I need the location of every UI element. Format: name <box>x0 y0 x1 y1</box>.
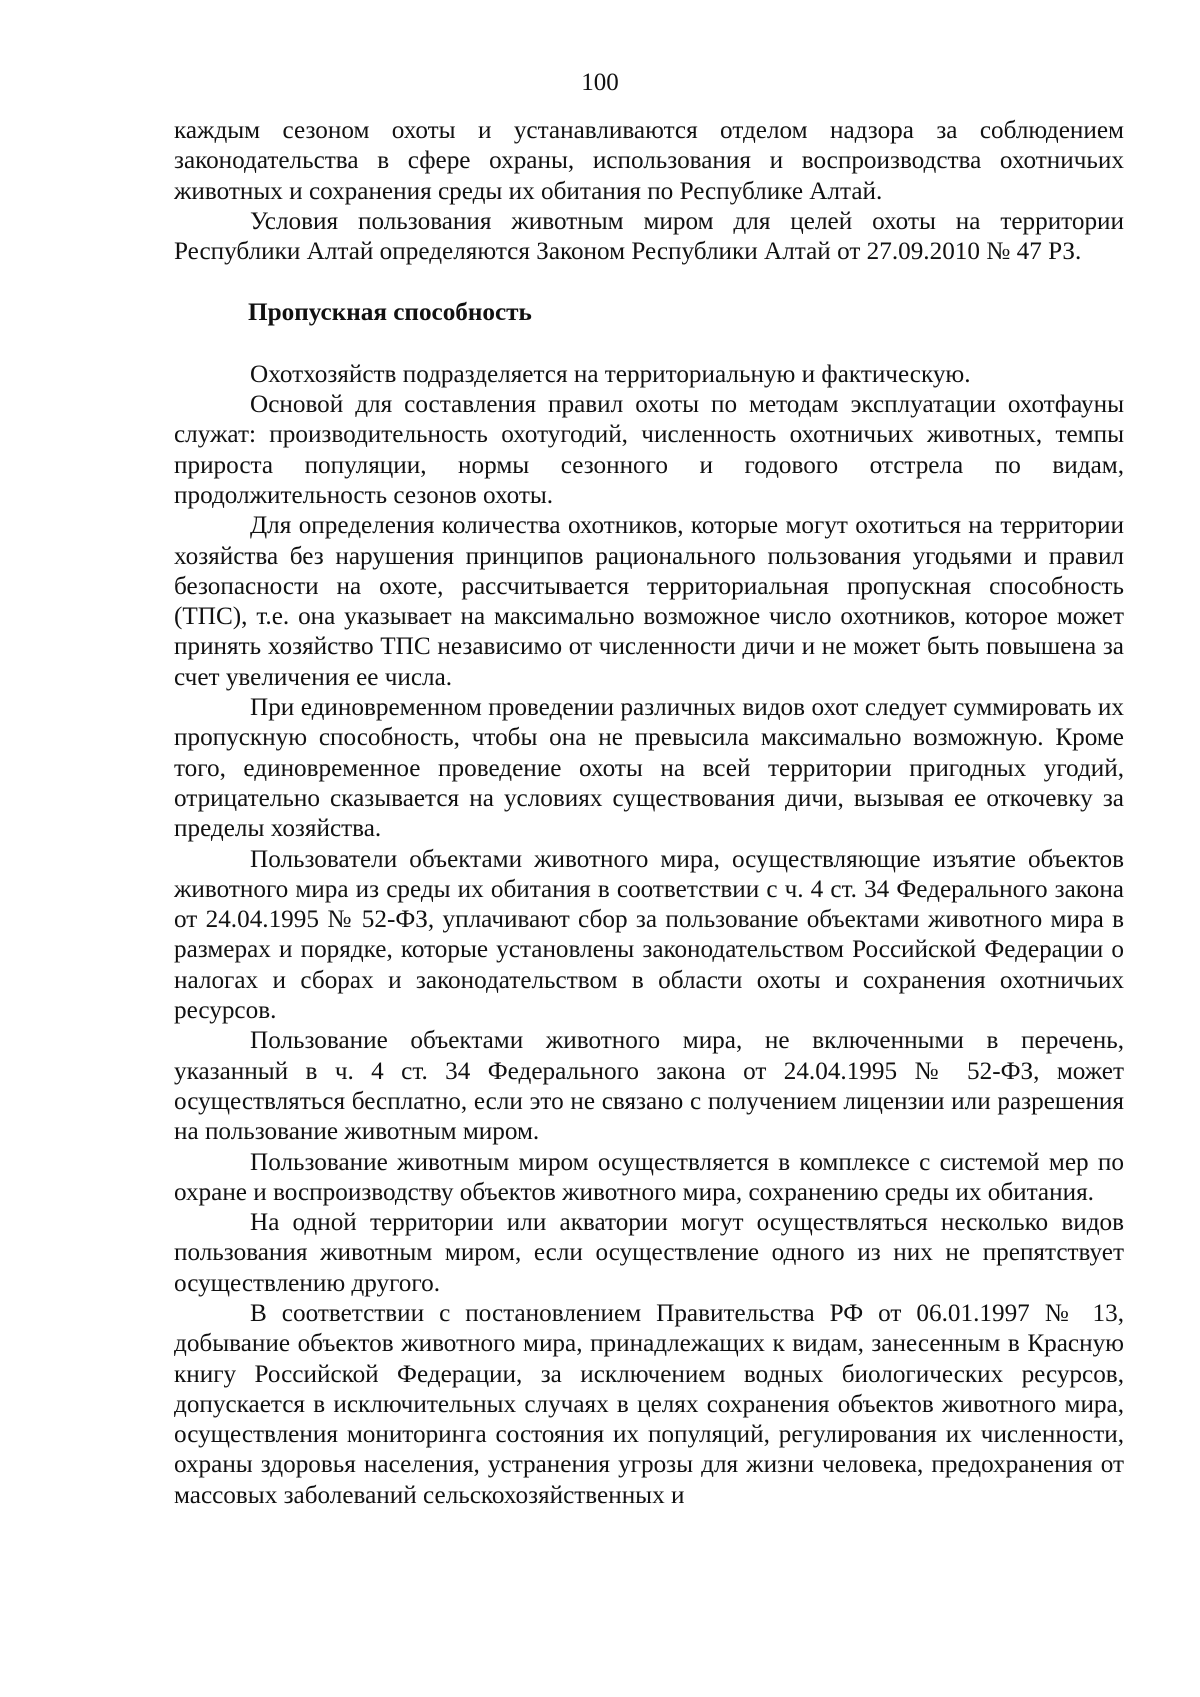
section-heading: Пропускная способность <box>248 299 532 327</box>
paragraph: В соответствии с постановлением Правительства РФ от 06.01.1997 № 13, добывание объектов животного мира, принадлежащих к видам, занесенным в Красную книгу Российской Федерации, за исключением водных биологических ресурсов, допускается в исключительных случаях в целях сохранения объектов животного мира, осуществления мониторинга состояния их популяций, регулирования их численности, охраны здоровья населения, устранения угрозы для жизни человека, предохранения от массовых заболеваний сельскохозяйственных и <box>174 1299 1124 1509</box>
paragraph-continued: каждым сезоном охоты и устанавливаются отделом надзора за соблюдением законодательства в сфере охраны, использования и воспроизводства охотничьих животных и сохранения среды их обитания по Республике Алтай. <box>174 117 1124 205</box>
paragraph: Пользование объектами животного мира, не включенными в перечень, указанный в ч. 4 ст. 34 Федерального закона от 24.04.1995 № 52-ФЗ, может осуществляться бесплатно, если это не связано с получением лицензии или разрешения на пользование животным миром. <box>174 1027 1124 1146</box>
paragraph: Охотхозяйств подразделяется на территориальную и фактическую. <box>250 360 971 388</box>
paragraph: Основой для составления правил охоты по методам эксплуатации охотфауны служат: производительность охотугодий, численность охотничьих животных, темпы прироста популяции, нормы сезонного и годового отстрела по видам, продолжительность сезонов охоты. <box>174 391 1124 509</box>
paragraph: При единовременном проведении различных видов охот следует суммировать их пропускную способность, чтобы она не превысила максимально возможную. Кроме того, единовременное проведение охоты на всей территории пригодных угодий, отрицательно сказывается на условиях существования дичи, вызывая ее откочевку за пределы хозяйства. <box>174 694 1124 843</box>
paragraph: Пользование животным миром осуществляется в комплексе с системой мер по охране и воспроизводству объектов животного мира, сохранению среды их обитания. <box>174 1148 1124 1206</box>
paragraph: На одной территории или акватории могут осуществляться несколько видов пользования животным миром, если осуществление одного из них не препятствует осуществлению другого. <box>174 1209 1124 1297</box>
paragraph: Для определения количества охотников, которые могут охотиться на территории хозяйства без нарушения принципов рационального пользования угодьями и правил безопасности на охоте, рассчитывается территориальная пропускная способность (ТПС), т.е. она указывает на максимально возможное число охотников, которое может принять хозяйство ТПС независимо от численности дичи и не может быть повышена за счет увеличения ее числа. <box>174 512 1124 691</box>
page-body <box>174 116 1124 1511</box>
paragraph: Условия пользования животным миром для целей охоты на территории Республики Алтай определяются Законом Республики Алтай от 27.09.2010 № 47 РЗ. <box>174 207 1124 266</box>
paragraph: Пользователи объектами животного мира, осуществляющие изъятие объектов животного мира из среды их обитания в соответствии с ч. 4 ст. 34 Федерального закона от 24.04.1995 № 52-ФЗ, уплачивают сбор за пользование объектами животного мира в размерах и порядке, которые установлены законодательством Российской Федерации о налогах и сборах и законодательством в области охоты и сохранения охотничьих ресурсов. <box>174 845 1124 1025</box>
page-number: 100 <box>581 69 619 96</box>
